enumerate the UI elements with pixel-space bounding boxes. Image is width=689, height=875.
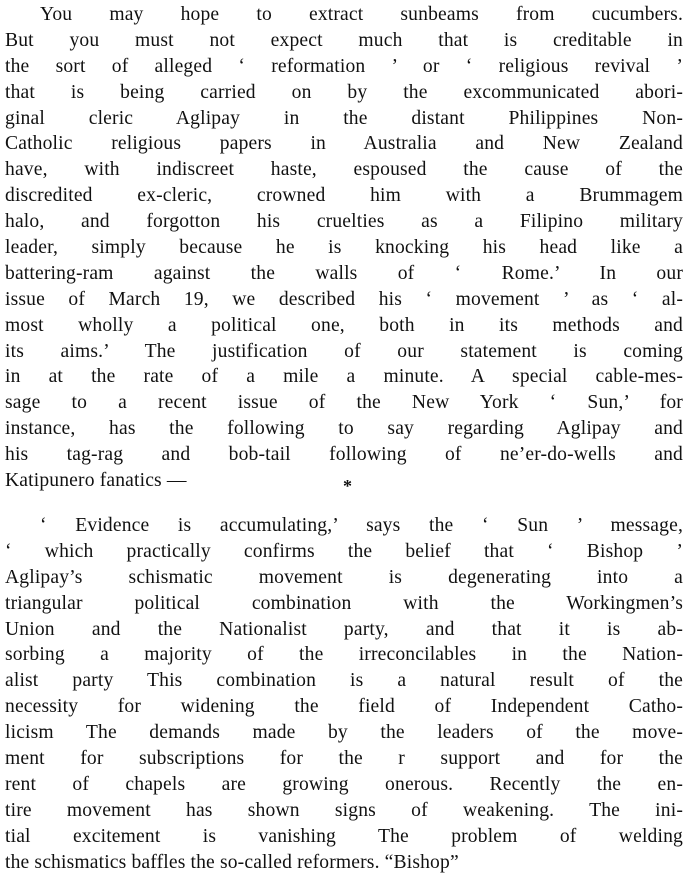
text-line: ‘ Evidence is accumulating,’ says the ‘ Sun ’ message, [40, 515, 683, 536]
text-line: ment for subscriptions for the r support and for the [5, 748, 683, 770]
text-line: leader, simply because he is knocking his head like a [5, 237, 683, 259]
text-line: battering-ram against the walls of ‘ Rome.’ In our [5, 262, 683, 284]
text-line: halo, and forgotton his cruelties as a Filipino military [5, 211, 683, 233]
text-line: issue of March 19, we described his ‘ movement ’ as ‘ al- [5, 288, 683, 310]
text-line: You may hope to extract sunbeams from cucumbers. [40, 4, 683, 25]
text-line: its aims.’ The justification of our statement is coming [5, 340, 683, 362]
text-line: have, with indiscreet haste, espoused the cause of the [5, 159, 683, 181]
text-line: his tag-rag and bob-tail following of ne’er-do-wells and [5, 444, 683, 466]
text-line: that is being carried on by the excommunicated abori- [5, 81, 683, 103]
text-line: sorbing a majority of the irreconcilables in the Nation- [5, 644, 683, 666]
text-line: necessity for widening the field of Independent Catho- [5, 696, 683, 718]
text-line: Union and the Nationalist party, and that it is ab- [5, 618, 683, 640]
text-line: Catholic religious papers in Australia and New Zealand [5, 133, 683, 155]
paragraph-aglipay-intro [0, 2, 689, 494]
text-line: sage to a recent issue of the New York ‘ Sun,’ for [5, 392, 683, 414]
section-separator-asterisk: * [343, 476, 352, 496]
text-line: Aglipay’s schismatic movement is degenerating into a [5, 566, 683, 588]
text-line: the schismatics baffles the so-called reformers. “Bishop” [5, 851, 459, 873]
paragraph-sun-message [0, 513, 689, 875]
text-line: alist party This combination is a natural result of the [5, 670, 683, 692]
text-line: most wholly a political one, both in its methods and [5, 314, 683, 336]
text-line: tial excitement is vanishing The problem of welding [5, 825, 683, 847]
text-line: tire movement has shown signs of weakening. The ini- [5, 799, 683, 821]
text-line: licism The demands made by the leaders of the move- [5, 722, 683, 744]
text-line: discredited ex-cleric, crowned him with a Brummagem [5, 185, 683, 207]
text-line: Katipunero fanatics — [5, 470, 187, 492]
text-line: triangular political combination with the Workingmen’s [5, 592, 683, 614]
text-line: the sort of alleged ‘ reformation ’ or ‘ religious revival ’ [5, 55, 683, 77]
text-line: instance, has the following to say regarding Aglipay and [5, 418, 683, 440]
text-line: ‘ which practically confirms the belief that ‘ Bishop ’ [5, 540, 683, 562]
text-line: in at the rate of a mile a minute. A special cable-mes- [5, 366, 683, 388]
text-line: ginal cleric Aglipay in the distant Philippines Non- [5, 107, 683, 129]
text-line: But you must not expect much that is creditable in [5, 29, 683, 51]
text-line: rent of chapels are growing onerous. Recently the en- [5, 773, 683, 795]
